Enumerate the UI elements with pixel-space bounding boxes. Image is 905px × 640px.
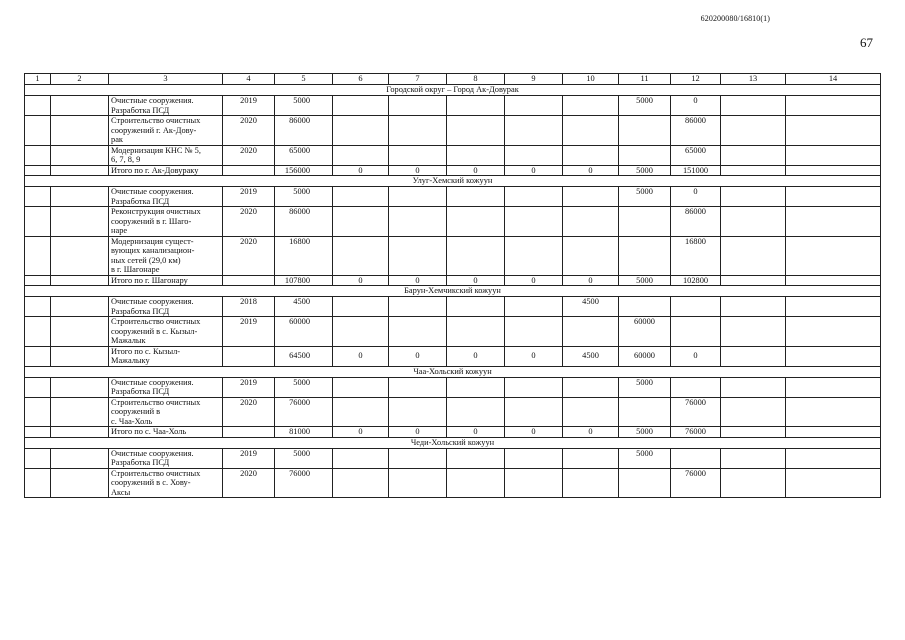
column-header: 6 <box>333 74 389 85</box>
table-cell <box>447 377 505 397</box>
page-number: 67 <box>860 35 873 50</box>
table-cell <box>25 346 51 366</box>
table-cell <box>51 165 109 176</box>
table-cell <box>619 145 671 165</box>
table-cell <box>786 116 881 146</box>
table-cell <box>389 317 447 347</box>
table-cell <box>389 448 447 468</box>
table-cell: 5000 <box>619 427 671 438</box>
total-row <box>25 427 881 438</box>
table-cell <box>619 468 671 498</box>
table-cell: 0 <box>447 427 505 438</box>
table-cell <box>563 116 619 146</box>
table-cell: 86000 <box>671 116 721 146</box>
table-cell <box>25 165 51 176</box>
column-header: 7 <box>389 74 447 85</box>
table-cell: 0 <box>505 427 563 438</box>
table-cell <box>505 96 563 116</box>
table-row <box>25 468 881 498</box>
table-cell <box>671 448 721 468</box>
table-cell: Очистные сооружения. Разработка ПСД <box>109 297 223 317</box>
table-cell <box>721 275 786 286</box>
table-cell <box>786 275 881 286</box>
table-cell <box>389 207 447 237</box>
table-cell <box>721 236 786 275</box>
table-row <box>25 397 881 427</box>
table-cell: Очистные сооружения. Разработка ПСД <box>109 448 223 468</box>
table-cell: 107800 <box>275 275 333 286</box>
table-row <box>25 297 881 317</box>
table-cell <box>786 207 881 237</box>
table-cell <box>333 236 389 275</box>
table-cell <box>389 377 447 397</box>
table-cell: Очистные сооружения. Разработка ПСД <box>109 377 223 397</box>
table-cell: 86000 <box>275 207 333 237</box>
table-cell <box>505 317 563 347</box>
table-cell <box>25 297 51 317</box>
table-cell <box>51 96 109 116</box>
column-header: 5 <box>275 74 333 85</box>
table-cell <box>505 397 563 427</box>
table-cell <box>333 317 389 347</box>
table-cell <box>389 236 447 275</box>
table-cell: 0 <box>333 427 389 438</box>
table-cell: 2018 <box>223 297 275 317</box>
table-cell <box>563 145 619 165</box>
table-cell <box>786 165 881 176</box>
table-cell: 5000 <box>275 377 333 397</box>
table-cell <box>51 468 109 498</box>
table-cell <box>389 397 447 427</box>
table-cell <box>505 297 563 317</box>
table-cell <box>619 236 671 275</box>
table-cell: 5000 <box>619 448 671 468</box>
table-cell <box>25 468 51 498</box>
table-cell: 0 <box>671 187 721 207</box>
table-cell <box>671 377 721 397</box>
table-cell <box>389 96 447 116</box>
table-cell <box>333 397 389 427</box>
table-cell <box>389 468 447 498</box>
column-header: 3 <box>109 74 223 85</box>
table-cell <box>333 468 389 498</box>
section-title: Городской округ – Город Ак-Довурак <box>25 85 881 96</box>
table-cell: 0 <box>447 165 505 176</box>
table-row <box>25 145 881 165</box>
table-cell <box>721 448 786 468</box>
table-cell <box>51 317 109 347</box>
table-cell: 0 <box>447 275 505 286</box>
table-cell: 0 <box>671 96 721 116</box>
table-row <box>25 448 881 468</box>
total-row <box>25 165 881 176</box>
table-cell <box>619 207 671 237</box>
table-cell <box>447 397 505 427</box>
table-cell <box>671 317 721 347</box>
table-cell <box>563 317 619 347</box>
table-cell <box>671 297 721 317</box>
table-body <box>25 85 881 498</box>
table-cell <box>786 145 881 165</box>
table-cell <box>721 145 786 165</box>
table-cell <box>721 297 786 317</box>
column-header: 11 <box>619 74 671 85</box>
table-cell: 4500 <box>563 297 619 317</box>
table-cell <box>25 317 51 347</box>
table-cell <box>447 448 505 468</box>
table-cell: 0 <box>563 275 619 286</box>
table-cell <box>619 297 671 317</box>
table-cell <box>619 116 671 146</box>
table-cell: 0 <box>505 165 563 176</box>
table-cell: 86000 <box>671 207 721 237</box>
table-cell <box>25 448 51 468</box>
section-title: Улуг-Хемский кожуун <box>25 176 881 187</box>
table-cell <box>563 397 619 427</box>
table-row <box>25 377 881 397</box>
table-cell <box>505 377 563 397</box>
column-header: 10 <box>563 74 619 85</box>
table-cell: Итого по г. Шагонару <box>109 275 223 286</box>
table-cell <box>786 346 881 366</box>
table-cell <box>786 448 881 468</box>
table-cell: 2019 <box>223 96 275 116</box>
table-cell <box>721 165 786 176</box>
table-cell <box>505 236 563 275</box>
table-cell: 0 <box>389 346 447 366</box>
section-header-row <box>25 176 881 187</box>
table-cell: 76000 <box>275 468 333 498</box>
table-cell: 5000 <box>275 187 333 207</box>
table-cell <box>51 236 109 275</box>
table-cell <box>51 207 109 237</box>
table-cell <box>333 96 389 116</box>
table-cell: 0 <box>333 165 389 176</box>
table-cell <box>786 317 881 347</box>
table-cell: Строительство очистных сооружений в с. Кызыл- Мажалык <box>109 317 223 347</box>
table-cell <box>563 187 619 207</box>
table-cell <box>25 207 51 237</box>
table-cell <box>25 377 51 397</box>
table-cell: 5000 <box>619 187 671 207</box>
budget-table <box>24 73 881 498</box>
table-cell <box>51 346 109 366</box>
table-cell <box>51 427 109 438</box>
table-cell <box>51 145 109 165</box>
table-cell: Строительство очистных сооружений в с. Хову- Аксы <box>109 468 223 498</box>
table-cell: 2020 <box>223 236 275 275</box>
table-cell: 0 <box>333 346 389 366</box>
table-cell: 2020 <box>223 468 275 498</box>
table-cell <box>447 297 505 317</box>
table-cell: Модернизация КНС № 5, 6, 7, 8, 9 <box>109 145 223 165</box>
table-cell: 2019 <box>223 448 275 468</box>
table-cell: 86000 <box>275 116 333 146</box>
table-cell: 156000 <box>275 165 333 176</box>
total-row <box>25 275 881 286</box>
table-cell <box>389 116 447 146</box>
table-cell: 2020 <box>223 397 275 427</box>
table-cell: Итого по г. Ак-Довураку <box>109 165 223 176</box>
table-cell <box>721 377 786 397</box>
table-cell <box>223 275 275 286</box>
table-cell <box>505 187 563 207</box>
table-cell: 0 <box>505 346 563 366</box>
table-cell <box>223 427 275 438</box>
table-cell: Строительство очистных сооружений в с. Чаа-Холь <box>109 397 223 427</box>
table-cell <box>505 468 563 498</box>
table-cell: 81000 <box>275 427 333 438</box>
table-cell: 64500 <box>275 346 333 366</box>
table-cell <box>333 145 389 165</box>
table-cell <box>721 427 786 438</box>
table-cell <box>447 187 505 207</box>
table-cell <box>51 275 109 286</box>
table-cell <box>447 116 505 146</box>
table-cell: 0 <box>389 165 447 176</box>
table-cell <box>786 236 881 275</box>
table-cell <box>563 448 619 468</box>
table-cell <box>333 297 389 317</box>
table-cell <box>25 397 51 427</box>
table-cell <box>447 236 505 275</box>
table-cell: 151000 <box>671 165 721 176</box>
table-cell: 5000 <box>619 96 671 116</box>
table-cell <box>786 397 881 427</box>
table-cell <box>447 145 505 165</box>
table-cell: 65000 <box>671 145 721 165</box>
total-row <box>25 346 881 366</box>
document-number: 620200080/16810(1) <box>700 14 770 23</box>
table-cell: Строительство очистных сооружений г. Ак-Дову- рак <box>109 116 223 146</box>
table-row <box>25 236 881 275</box>
table-cell <box>505 207 563 237</box>
column-header: 14 <box>786 74 881 85</box>
table-cell <box>563 377 619 397</box>
table-cell: 0 <box>563 427 619 438</box>
column-header: 8 <box>447 74 505 85</box>
table-cell <box>25 275 51 286</box>
table-cell: 0 <box>671 346 721 366</box>
column-header: 4 <box>223 74 275 85</box>
table-cell: 5000 <box>619 165 671 176</box>
table-cell <box>51 397 109 427</box>
table-cell <box>333 207 389 237</box>
table-cell <box>786 377 881 397</box>
table-cell <box>721 207 786 237</box>
table-cell <box>25 236 51 275</box>
table-cell <box>505 448 563 468</box>
table-cell: Итого по с. Кызыл- Мажалыку <box>109 346 223 366</box>
table-cell <box>25 145 51 165</box>
table-cell <box>563 468 619 498</box>
section-title: Чаа-Хольский кожуун <box>25 366 881 377</box>
table-cell <box>721 468 786 498</box>
table-cell <box>721 317 786 347</box>
column-header: 1 <box>25 74 51 85</box>
table-cell <box>333 187 389 207</box>
section-header-row <box>25 437 881 448</box>
table-cell <box>51 116 109 146</box>
table-cell <box>563 207 619 237</box>
table-cell: 2019 <box>223 187 275 207</box>
table-cell: 76000 <box>671 427 721 438</box>
table-cell: 0 <box>505 275 563 286</box>
table-cell <box>786 427 881 438</box>
section-header-row <box>25 85 881 96</box>
table-cell <box>505 116 563 146</box>
table-row <box>25 207 881 237</box>
table-cell: Очистные сооружения. Разработка ПСД <box>109 187 223 207</box>
table-cell: 0 <box>447 346 505 366</box>
table-cell: 5000 <box>275 448 333 468</box>
section-header-row <box>25 286 881 297</box>
table-cell: 2019 <box>223 317 275 347</box>
table-cell <box>389 145 447 165</box>
table-cell: 4500 <box>275 297 333 317</box>
table-cell <box>447 468 505 498</box>
table-cell: 0 <box>389 427 447 438</box>
section-title: Барун-Хемчикский кожуун <box>25 286 881 297</box>
column-header: 12 <box>671 74 721 85</box>
table-cell <box>721 187 786 207</box>
table-cell <box>25 96 51 116</box>
table-cell <box>51 448 109 468</box>
table-row <box>25 96 881 116</box>
table-cell: Реконструкция очистных сооружений в г. Шаго- наре <box>109 207 223 237</box>
table-cell <box>786 187 881 207</box>
table-cell: Итого по с. Чаа-Холь <box>109 427 223 438</box>
table-cell: 60000 <box>619 346 671 366</box>
table-cell: 102800 <box>671 275 721 286</box>
table-cell: 76000 <box>671 468 721 498</box>
table-cell: 2020 <box>223 207 275 237</box>
table-cell <box>51 187 109 207</box>
table-cell <box>25 187 51 207</box>
table-cell <box>51 377 109 397</box>
table-cell <box>447 207 505 237</box>
table-cell <box>333 116 389 146</box>
table-cell <box>721 116 786 146</box>
table-cell: 65000 <box>275 145 333 165</box>
table-cell: 60000 <box>275 317 333 347</box>
table-cell: 5000 <box>619 377 671 397</box>
table-cell <box>721 96 786 116</box>
table-cell <box>786 96 881 116</box>
table-cell <box>505 145 563 165</box>
column-header: 9 <box>505 74 563 85</box>
table-cell <box>563 236 619 275</box>
table-cell <box>721 397 786 427</box>
table-cell <box>447 317 505 347</box>
table-cell <box>223 165 275 176</box>
table-cell: 0 <box>333 275 389 286</box>
table-cell: 5000 <box>619 275 671 286</box>
table-row <box>25 116 881 146</box>
table-cell <box>333 377 389 397</box>
section-title: Чеди-Хольский кожуун <box>25 437 881 448</box>
table-cell <box>333 448 389 468</box>
table-cell: 60000 <box>619 317 671 347</box>
table-cell: 0 <box>563 165 619 176</box>
table-cell: 5000 <box>275 96 333 116</box>
table-row <box>25 317 881 347</box>
table-cell <box>721 346 786 366</box>
table-cell <box>25 427 51 438</box>
column-number-row <box>25 74 881 85</box>
table-cell <box>563 96 619 116</box>
table-cell: 76000 <box>275 397 333 427</box>
table-cell: 0 <box>389 275 447 286</box>
table-cell <box>389 297 447 317</box>
table-cell <box>223 346 275 366</box>
table-cell: Модернизация сущест- вующих канализацион- ных сетей (29,0 км) в г. Шагонаре <box>109 236 223 275</box>
column-header: 13 <box>721 74 786 85</box>
table-cell <box>389 187 447 207</box>
table-cell <box>786 468 881 498</box>
section-header-row <box>25 366 881 377</box>
table-cell: 2020 <box>223 145 275 165</box>
table-cell <box>25 116 51 146</box>
table-cell <box>619 397 671 427</box>
table-cell: 2020 <box>223 116 275 146</box>
table-cell <box>447 96 505 116</box>
table-cell: Очистные сооружения. Разработка ПСД <box>109 96 223 116</box>
table-cell: 4500 <box>563 346 619 366</box>
table-cell: 16800 <box>275 236 333 275</box>
table-cell: 76000 <box>671 397 721 427</box>
table-row <box>25 187 881 207</box>
table-cell <box>51 297 109 317</box>
table-cell: 16800 <box>671 236 721 275</box>
table-cell: 2019 <box>223 377 275 397</box>
column-header: 2 <box>51 74 109 85</box>
table-cell <box>786 297 881 317</box>
